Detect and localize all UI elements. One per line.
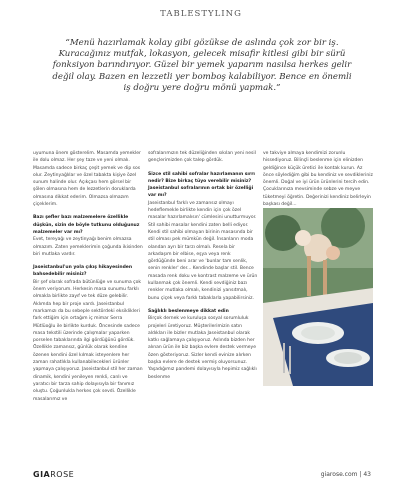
quote-line: değil olay. Bazen en lezzetli yer bomboş kalabiliyor. Bence en önemli xyxy=(52,71,352,82)
table-setting-photo xyxy=(263,208,373,386)
photo-illustration xyxy=(263,208,373,386)
brand-logo xyxy=(33,470,74,479)
paragraph: Evet, tereyağı ve zeytinyağı benim olmazsa olmazım. Zaten yemeklerimin çoğunda ikisinden biri mutlaka vardır. xyxy=(33,237,143,257)
interview-question: Jaseistanbul'un yola çıkış hikayesinden bahsedebilir misiniz? xyxy=(33,265,133,278)
pull-quote xyxy=(30,38,374,94)
text-column-2 xyxy=(148,150,258,387)
brand-logo-part: GIA xyxy=(33,470,51,479)
interview-question: Sizce stil sahibi sofralar hazırlamanın sırrı nedir? Bize birkaç tüyo verebilir misiniz? Jaseistanbul sofralarının ortak bir özelliği var mı? xyxy=(148,171,255,199)
paragraph: sofralarımızın tek düzeliğinden sıkılan yeni nesil gençlerimizden çok talep gördük. xyxy=(148,151,256,164)
quote-line: iş doğru yere doğru mönü yapmak.” xyxy=(123,82,281,93)
paragraph: uyumuna önem gösterelim. Masamda yemekler ile dolu olmaz. Her şey taze ve yeni olmalı. Masamda sadece birkaç çeşit yemek ve dip sos olur. Zeytinyağlılar ve özel tabakta kişiye özel sunum halinde olur. Açıkçası hem görsel bir şölen olmasına hem de lezzetlerin doruklarda olmasına dikkat ederim. Olmazsa olmazım çiçeklerim. xyxy=(33,151,141,208)
separator: | xyxy=(359,471,362,478)
subheading: Sağlıklı beslenmeye dikkat edin xyxy=(148,308,229,314)
section-title: TABLESTYLING xyxy=(160,9,242,19)
quote-line: Kuracağınız mutfak, lokasyon, gelecek misafir kitlesi gibi bir sürü xyxy=(58,49,346,60)
paragraph: ve takviye almaya kendimizi zorunlu hissediyoruz. Bilinçli beslenme için elinizden geldiğince küçük üretici ile kontak kurun. Az önce söylediğim gibi bu kendiniz ve sevdikleriniz önemli. Doğal ve iyi ürün ürünlerini tercih edin. Çocuklarınıza mevsiminde sebze ve meyve tüketmeyi öğretin. Değerinizi kendiniz belirleyin başkası değil... xyxy=(263,151,373,208)
paragraph: Birçok dernek ve kuruluşa sosyal sorumluluk projeleri üretiyoruz. Müşterilerimizin satın aldıkları ile bizler mutlaka Jaseistanbul olarak katkı sağlamaya çalışıyoruz. Aslında bizden her alınan ürün ile biz başka evlere destek vermeye özen gösteriyoruz. Sizler kendi evinize alırken başka evlere de destek vermiş oluyorsunuz. Yaşadığımız pandemi dolayısıyla hepimiz sağlıklı beslenme xyxy=(148,316,257,380)
page-footer xyxy=(321,471,371,478)
brand-logo-part: ROSE xyxy=(50,470,75,479)
text-column-3 xyxy=(263,150,373,214)
interview-question: Bazı şefler bazı malzemelere özellikle düşkün, sizin de böyle tutkunu olduğunuz malzemeler var mı? xyxy=(33,215,140,235)
paragraph: Bir şef olarak sofrada bütünlüğe ve sunuma çok önem veriyorum. Herkesin masa sunumu farklı olmakla birlikte zayıf ve tek düze gelebilir. Aklımda hep bir proje vardı. Jaseistanbul markamızı da bu sebeple sektördeki eksiklikleri fark ettiğim için ortağım iç mimar Serra Mütlüoğlu ile birlikte kurduk. Öncesinde sadece masa tekstili üzerinde çalışmalar yaparken porselen tabaklarında ilgi gördüğünü gördük. Özellikle zamansız, günlük olarak kendine özenen kendini özel kılmak isteyenlere her zaman rahatlıkla kullanabilecekleri ürünler yapmaya çalışıyoruz. Jaseistanbul stil her zaman dinamik, kendini yenileyen renkli, canlı ve yaratıcı bir tarza sahip dolayısıyla bir fanımız oluştu. Çoğunlukla herkes çok sevdi. Özellikle masalarımız ve xyxy=(33,279,143,402)
page-number: 43 xyxy=(363,471,371,478)
text-column-1 xyxy=(33,150,143,409)
paragraph: Jaseistanbul farklı ve zamansız olmayı hedeflemekle birlikte kendin için çok özel masalar hazırlamalısın' cümlesini unutturmuyor. Stil sahibi masalar kendini zaten belli ediyor. Kendi stil sahibi olmayan birinin masasında bir stil olması pek mümkün değil. İnsanların moda olandan ayrı bir tarzı olmalı. Resela bir arkadaşım bir elbise, eşya veya renk gördüğünde beni arar ve 'bunlar tam senlik, senin renkler' der... Kendinde başlar stil. Bence masada renk doku ve kontrast malzeme ve ürün kullanmak çok önemli. Kendi sevdiğiniz bazı renkler mutlaka olmalı, kendinizi yansıtmalı, bunu çiçek veya farklı tabaklarla yapabilirsiniz. xyxy=(148,200,258,301)
quote-line: fonksiyon barındırıyor. Güzel bir yemek yaparım nasılsa herkes gelir xyxy=(52,60,352,71)
quote-line: “Menü hazırlamak kolay gibi gözükse de aslında çok zor bir iş. xyxy=(65,38,339,48)
website-link[interactable]: giarose.com xyxy=(320,471,358,478)
